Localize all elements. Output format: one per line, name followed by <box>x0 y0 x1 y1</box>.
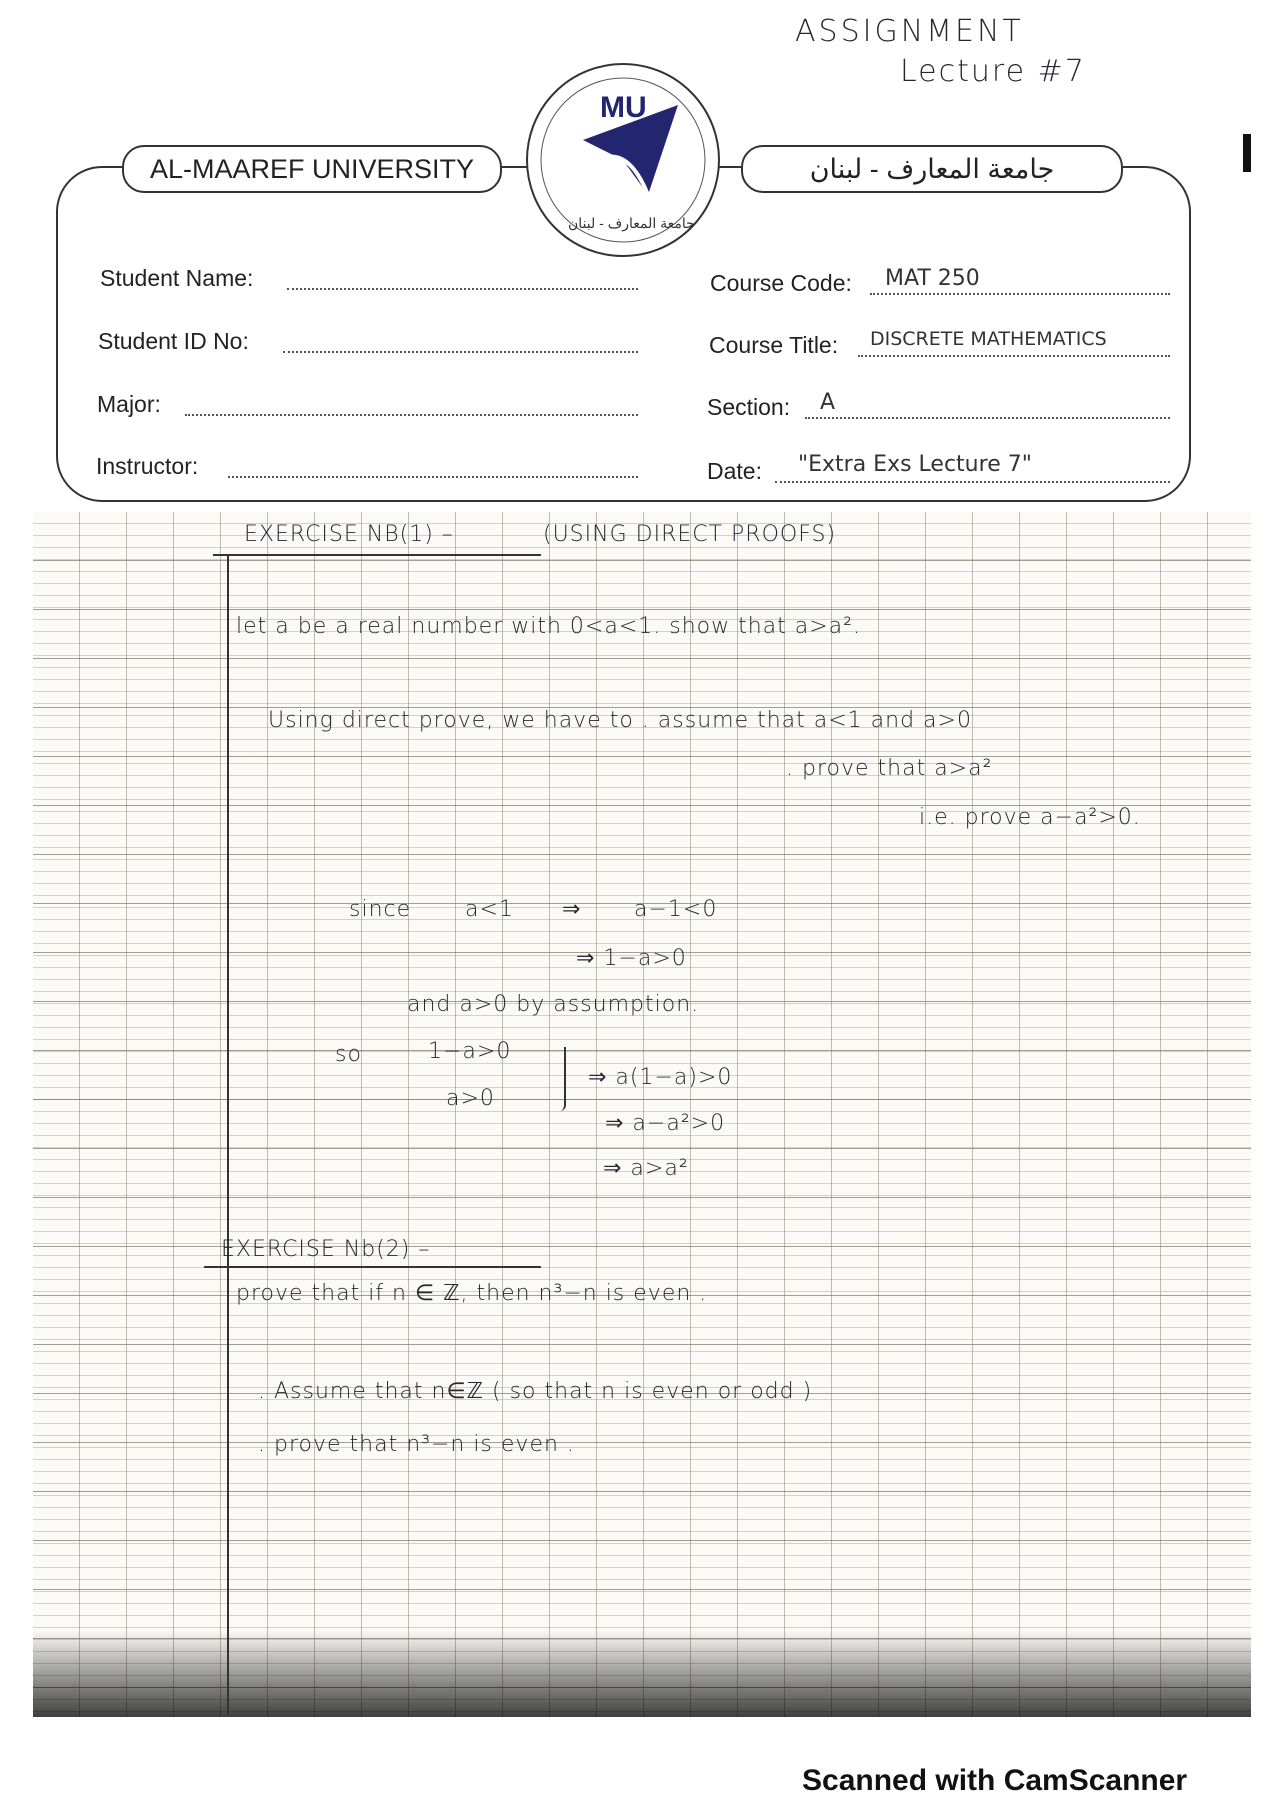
scan-mark <box>1243 134 1251 172</box>
section-label: Section: <box>707 394 791 420</box>
student-name-label: Student Name: <box>100 265 254 291</box>
exercise2-prove: . prove that n³−n is even . <box>258 1432 575 1457</box>
university-name-ar: جامعة المعارف - لبنان <box>741 145 1123 193</box>
camscanner-watermark: Scanned with CamScanner <box>802 1764 1188 1797</box>
instructor-label: Instructor: <box>96 453 199 479</box>
and-line: and a>0 by assumption. <box>407 992 700 1017</box>
exercise2-assume: . Assume that n∈ℤ ( so that n is even or odd ) <box>258 1379 813 1404</box>
exercise2-underline <box>204 1266 541 1268</box>
implies-1: ⇒ <box>562 897 582 922</box>
logo-text: MU <box>600 91 647 124</box>
university-name-en: AL-MAAREF UNIVERSITY <box>122 145 502 193</box>
exercise2-title: EXERCISE Nb(2) – <box>221 1237 431 1262</box>
date-field[interactable] <box>775 481 1170 483</box>
exercise1-subtitle: (USING DIRECT PROOFS) <box>543 522 837 547</box>
date-value: "Extra Exs Lecture 7" <box>798 452 1032 477</box>
scan-shadow <box>33 1630 1251 1717</box>
so-b: a>0 <box>446 1086 495 1111</box>
bracket <box>556 1047 566 1111</box>
section-field[interactable] <box>805 417 1170 419</box>
exercise1-title: EXERCISE NB(1) – <box>244 522 454 547</box>
instructor-field[interactable] <box>228 476 638 478</box>
since-expr: a<1 <box>465 897 514 922</box>
step-1: a−1<0 <box>634 897 718 922</box>
exercise1-underline <box>213 554 541 556</box>
student-id-label: Student ID No: <box>98 328 249 354</box>
so-label: so <box>335 1042 362 1067</box>
exercise1-prove: . prove that a>a² <box>786 756 993 781</box>
course-code-value: MAT 250 <box>885 266 980 291</box>
section-value: A <box>820 390 836 415</box>
course-code-label: Course Code: <box>710 270 852 296</box>
margin-line <box>227 555 229 1715</box>
course-code-field[interactable] <box>870 293 1170 295</box>
course-title-value: DISCRETE MATHEMATICS <box>870 328 1107 350</box>
university-logo <box>526 63 720 257</box>
course-title-field[interactable] <box>858 355 1170 357</box>
since-label: since <box>349 897 412 922</box>
student-name-field[interactable] <box>287 288 638 290</box>
so-a: 1−a>0 <box>428 1039 512 1064</box>
step-3: ⇒ a(1−a)>0 <box>588 1065 733 1090</box>
exercise2-statement: prove that if n ∈ ℤ, then n³−n is even . <box>236 1281 708 1306</box>
assignment-heading: ASSIGNMENT <box>795 14 1024 49</box>
exercise1-intro: Using direct prove, we have to . assume that a<1 and a>0 <box>268 708 972 733</box>
step-2: ⇒ 1−a>0 <box>576 946 687 971</box>
date-label: Date: <box>707 458 762 484</box>
major-label: Major: <box>97 391 161 417</box>
logo-arabic: جامعة المعارف - لبنان <box>568 215 695 231</box>
course-title-label: Course Title: <box>709 332 839 358</box>
exercise1-ie: i.e. prove a−a²>0. <box>919 805 1141 830</box>
step-4: ⇒ a−a²>0 <box>605 1111 726 1136</box>
step-5: ⇒ a>a² <box>603 1156 689 1181</box>
exercise1-statement: let a be a real number with 0<a<1. show that a>a². <box>236 614 861 639</box>
student-id-field[interactable] <box>283 351 638 353</box>
major-field[interactable] <box>185 414 638 416</box>
lecture-heading: Lecture #7 <box>900 54 1086 89</box>
